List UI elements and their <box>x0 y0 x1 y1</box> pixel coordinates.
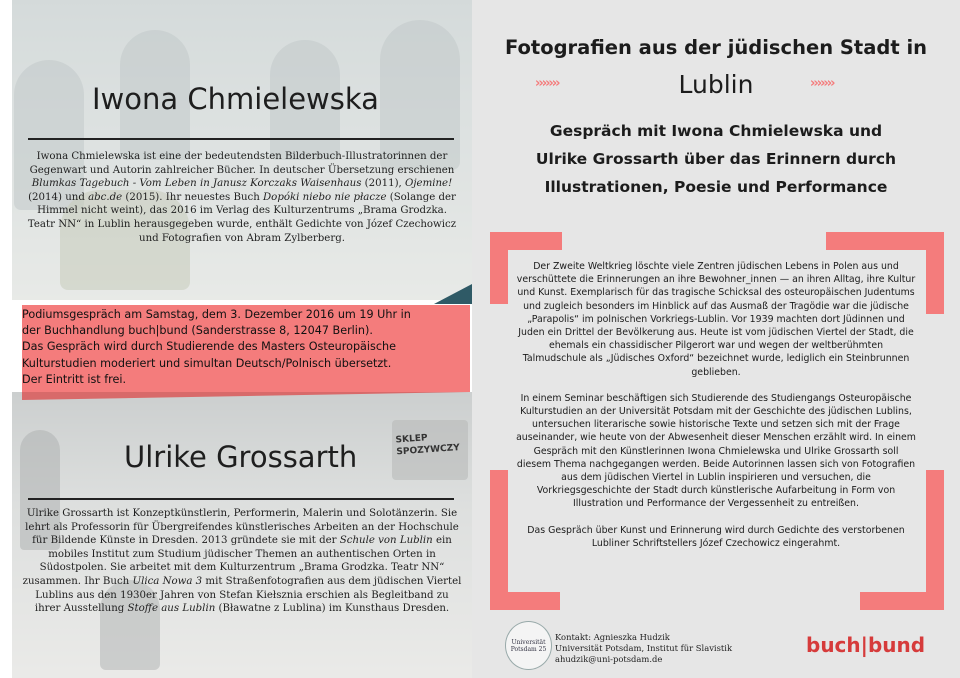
bio-text: (2014) und <box>28 191 89 203</box>
event-line: Kulturstudien moderiert und simultan Deutsch/Polnisch übersetzt. <box>22 356 392 370</box>
divider <box>28 138 454 140</box>
frame-corner-br <box>926 470 944 610</box>
frame-corner-tl <box>490 232 508 304</box>
title-reference: Ojemine! <box>405 178 453 190</box>
buchbund-logo: buch|bund <box>806 633 926 657</box>
contact-line: Kontakt: Agnieszka Hudzik <box>555 632 670 642</box>
frame-corner-bl <box>490 592 560 610</box>
chevron-decoration: ››››››› <box>810 76 834 91</box>
event-line: der Buchhandlung buch|bund (Sanderstrasse 8, 12047 Berlin). <box>22 324 373 338</box>
bio-text: mit Straßenfotografien aus dem jüdischen Viertel Lublins aus den 1930er Jahren von Stefan Kiełsznia erschien als Begleitband zu ihrer Ausstellung <box>34 575 462 615</box>
bio-text: (Bławatne z Lublina) im Kunsthaus Dresden. <box>215 603 450 615</box>
frame-corner-br <box>860 592 944 610</box>
divider <box>28 498 454 500</box>
body-text <box>516 260 916 563</box>
frame-corner-tr <box>926 232 944 314</box>
title-reference: Dopóki niebo nie płacze <box>263 191 387 203</box>
title-reference: Stoffe aus Lublin <box>127 603 216 615</box>
decorative-triangle <box>434 284 472 304</box>
main-title-city: Lublin <box>678 70 754 99</box>
title-reference: Schule von Lublin <box>339 535 433 547</box>
bio-text: (2015). Ihr neuestes Buch <box>122 191 264 203</box>
event-line: Der Eintritt ist frei. <box>22 372 127 386</box>
title-reference: Ulica Nowa 3 <box>132 575 203 587</box>
bio-text: ein mobiles Institut zum Studium jüdischer Themen an authentischen Orten in Südostpolen. Sie arbeitet mit dem Kulturzentrum „Brama Grodzka. Teatr NN“ zusammen. Ihr Buch <box>22 535 452 587</box>
contact-line: Universität Potsdam, Institut für Slavistik <box>555 643 733 653</box>
subtitle-line: Gespräch mit Iwona Chmielewska und <box>549 122 883 140</box>
contact-block <box>555 632 732 665</box>
bio-text: (2011), <box>361 178 406 190</box>
event-line: Podiumsgespräch am Samstag, dem 3. Dezember 2016 um 19 Uhr in <box>22 308 411 321</box>
main-title: Fotografien aus der jüdischen Stadt in <box>504 36 928 59</box>
person2-name: Ulrike Grossarth <box>124 440 358 474</box>
chevron-decoration: ››››››› <box>535 76 559 91</box>
university-seal-logo: Universität Potsdam 25 <box>505 621 552 670</box>
person1-name: Iwona Chmielewska <box>92 82 379 116</box>
frame-corner-bl <box>490 470 508 610</box>
person1-bio <box>26 150 458 245</box>
paragraph: Der Zweite Weltkrieg löschte viele Zentren jüdischen Lebens in Polen aus und verschüttete die Erinnerungen an ihre Bewohner_innen — an ihren Alltag, ihre Kultur und Kunst. Exemplarisch für das tragische Schicksal des osteuropäischen Judentums und zugleich besonders im Hinblick auf das Ausmaß der Tragödie war die jüdische „Parapolis“ im polnischen Vorkriegs-Lublin. Vor 1939 machten dort Jüdinnen und Juden ein Drittel der Bevölkerung aus. Heute ist vom jüdischen Viertel der Stadt, die ehemals ein chassidischer Pilgerort war und wegen der weltberühmten Talmudschule als „Jüdisches Oxford“ bezeichnet wurde, lediglich ein Steinbrunnen geblieben. <box>516 261 916 378</box>
photo-shop-sign: SKLEP SPOZYWCZY <box>395 433 461 458</box>
title-reference: abc.de <box>88 191 123 203</box>
paragraph: In einem Seminar beschäftigen sich Studierende des Studiengangs Osteuropäische Kulturstudien an der Universität Potsdam mit der Geschichte des jüdischen Lublins, untersuchen literarische sowie historische Texte und setzen sich mit der Frage auseinander, wie heute von der Abwesenheit dieser Menschen erzählt wird. In einem Gespräch mit den Künstlerinnen Iwona Chmielewska und Ulrike Grossarth soll diesem Thema nachgegangen werden. Beide Autorinnen lassen sich von Fotografien aus dem jüdischen Viertel in Lublin inspirieren und versuchen, die Vorkriegsgeschichte der Stadt durch künstlerische Aufarbeitung in Form von Illustration und Performance der Vergessenheit zu entreißen. <box>516 392 916 510</box>
person2-bio <box>22 507 462 616</box>
title-reference: Blumkas Tagebuch - Vom Leben in Janusz Korczaks Waisenhaus <box>31 178 362 190</box>
event-info <box>22 307 462 388</box>
contact-email[interactable]: ahudzik@uni-potsdam.de <box>555 654 663 664</box>
bio-text: (Solange der Himmel nicht weint), das 2016 im Verlag des Kulturzentrums „Brama Grodzka. Teatr NN“ in Lublin herausgegeben wurde, enthält Gedichte von Józef Czechowicz und Fotografien von Abram Zylberberg. <box>27 191 457 244</box>
paragraph: Das Gespräch über Kunst und Erinnerung wird durch Gedichte des verstorbenen Lubliner Schriftstellers Józef Czechowicz eingerahmt. <box>527 524 905 549</box>
bio-text: Iwona Chmielewska ist eine der bedeutendsten Bilderbuch-Illustratorinnen der Gegenwart und Autorin zahlreicher Bücher. In deutscher Übersetzung erschienen <box>29 151 455 176</box>
event-line: Das Gespräch wird durch Studierende des Masters Osteuropäische <box>22 340 396 354</box>
bio-text: Ulrike Grossarth ist Konzeptkünstlerin, Performerin, Malerin und Solotänzerin. Sie lehrt als Professorin für Übergreifendes künstlerisches Arbeiten an der Hochschule für Bildende Künste in Dresden. 2013 gründete sie mit der <box>25 508 459 547</box>
subtitle-line: Ulrike Grossarth über das Erinnern durch <box>535 150 897 168</box>
subtitle-line: Illustrationen, Poesie und Performance <box>544 178 888 196</box>
decorative-triangle <box>22 392 470 400</box>
